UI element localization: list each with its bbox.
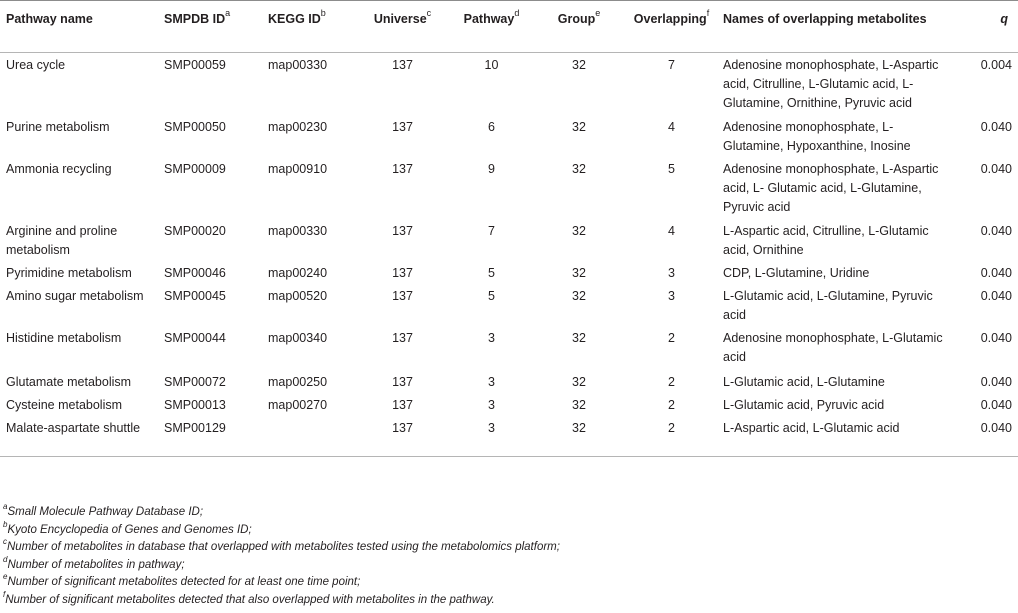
footnote-text: Number of metabolites in database that overlapped with metabolites tested using the metabolomics platform; — [7, 541, 560, 553]
cell-pathway: 3 — [488, 397, 495, 412]
cell-overlapping-metabolites: CDP, L-Glutamine, Uridine — [723, 265, 870, 280]
cell-overlapping-metabolites: Adenosine monophosphate, L-Glutamic acid — [723, 330, 943, 364]
cell-overlapping: 4 — [668, 223, 675, 238]
cell-group: 32 — [572, 374, 586, 389]
cell-group: 32 — [572, 265, 586, 280]
cell-smpdb-id: SMP00009 — [164, 161, 226, 176]
footnote-mark: f — [706, 7, 710, 18]
cell-universe: 137 — [392, 265, 413, 280]
footnote-text: Number of metabolites in pathway; — [7, 558, 185, 571]
cell-pathway: 10 — [484, 58, 499, 72]
cell-smpdb-id: SMP00020 — [164, 223, 226, 238]
cell-q-value: 0.004 — [980, 58, 1012, 72]
cell-overlapping: 3 — [668, 265, 675, 280]
cell-overlapping: 2 — [668, 397, 675, 412]
cell-universe: 137 — [392, 288, 413, 303]
footnote-mark: a — [3, 502, 8, 512]
footnote-text: Small Molecule Pathway Database ID; — [7, 506, 204, 518]
footnote-text: Number of significant metabolites detected that also overlapped with metabolites in the pathway. — [5, 593, 495, 606]
footnote-mark: b — [320, 7, 326, 18]
cell-group: 32 — [572, 288, 586, 303]
cell-pathway: 6 — [488, 119, 495, 134]
footnote-mark: a — [225, 7, 231, 18]
cell-group: 32 — [572, 397, 586, 412]
cell-pathway-name: Malate-aspartate shuttle — [0, 416, 164, 457]
cell-pathway: 9 — [488, 161, 495, 176]
cell-kegg-id: map00520 — [268, 288, 328, 303]
cell-universe: 137 — [360, 416, 445, 457]
cell-pathway: 5 — [488, 288, 495, 303]
cell-q-value: 0.040 — [980, 223, 1012, 238]
cell-overlapping: 4 — [668, 119, 675, 134]
footnote-mark: e — [3, 572, 8, 582]
cell-q-value: 0.040 — [980, 161, 1012, 176]
header-names-of-overlapping-metabolites: Names of overlapping metabolites — [723, 1, 944, 53]
header-pathway-name: Pathway name — [0, 1, 164, 53]
cell-overlapping-metabolites: L-Aspartic acid, Citrulline, L-Glutamic acid, Ornithine — [723, 223, 929, 257]
cell-pathway-name: Pyrimidine metabolism — [6, 265, 132, 280]
cell-pathway-name: Ammonia recycling — [6, 161, 112, 176]
table-row — [0, 261, 1018, 284]
cell-kegg-id: map00250 — [268, 374, 328, 389]
cell-group: 32 — [538, 416, 620, 457]
cell-pathway-name: Urea cycle — [6, 58, 66, 72]
cell-q-value: 0.040 — [980, 330, 1012, 345]
cell-overlapping: 2 — [620, 416, 723, 457]
cell-smpdb-id: SMP00045 — [164, 288, 226, 303]
cell-pathway: 7 — [488, 223, 495, 238]
footnote-line — [3, 554, 560, 575]
table-body — [0, 53, 1018, 457]
footnotes — [3, 504, 560, 609]
cell-kegg-id: map00340 — [268, 330, 328, 345]
cell-overlapping: 5 — [668, 161, 675, 176]
table-row — [0, 326, 1018, 370]
header-pathway: Pathway$^d$ — [445, 1, 538, 53]
cell-kegg-id: map00270 — [268, 397, 328, 412]
cell-overlapping: 2 — [668, 330, 675, 345]
table-row — [0, 370, 1018, 393]
cell-q-value: 0.040 — [980, 288, 1012, 303]
cell-kegg-id: map00330 — [268, 223, 328, 238]
header-smpdb-id: SMPDB $ID^a$ — [164, 1, 268, 53]
cell-pathway-name: Cysteine metabolism — [6, 397, 123, 412]
cell-q-value: 0.040 — [980, 265, 1012, 280]
header-row — [0, 1, 1018, 53]
cell-kegg-id: map00230 — [268, 119, 328, 134]
cell-pathway: 5 — [488, 265, 495, 280]
cell-universe: 137 — [392, 119, 413, 134]
cell-kegg-id: map00240 — [268, 265, 328, 280]
footnote-mark: d — [514, 7, 520, 18]
header-q: q — [944, 1, 1018, 53]
cell-kegg-id: map00330 — [268, 58, 328, 72]
cell-overlapping-metabolites: L-Glutamic acid, L-Glutamine — [723, 374, 885, 389]
footnote-mark: f — [3, 589, 6, 599]
cell-universe: 137 — [392, 223, 413, 238]
cell-overlapping: 2 — [668, 374, 675, 389]
cell-smpdb-id: SMP00072 — [164, 374, 226, 389]
cell-kegg-id — [268, 416, 360, 457]
cell-group: 32 — [572, 223, 586, 238]
footnote-text: Number of significant metabolites detected for at least one time point; — [7, 576, 361, 588]
footnote-mark: c — [3, 537, 7, 547]
cell-overlapping-metabolites: L-Aspartic acid, L-Glutamic acid — [723, 416, 944, 457]
footnote-line — [3, 589, 560, 610]
cell-overlapping-metabolites: L-Glutamic acid, L-Glutamine, Pyruvic acid — [723, 288, 933, 322]
footnote-mark: e — [595, 7, 601, 18]
table-row — [0, 115, 1018, 157]
footnote-mark: d — [3, 554, 8, 564]
cell-pathway: 3 — [445, 416, 538, 457]
cell-smpdb-id: SMP00044 — [164, 330, 226, 345]
cell-universe: 137 — [392, 397, 413, 412]
footnote-mark: c — [426, 7, 432, 18]
cell-pathway-name: Histidine metabolism — [6, 330, 122, 345]
cell-group: 32 — [572, 58, 586, 72]
table-row — [0, 284, 1018, 326]
cell-q-value: 0.040 — [980, 119, 1012, 134]
footnote-mark: b — [3, 519, 8, 529]
header-kegg-id: KEGG $ID^b$ — [268, 1, 360, 53]
footnote-line — [3, 519, 560, 540]
cell-overlapping: 3 — [668, 288, 675, 303]
cell-q-value: 0.040 — [980, 397, 1012, 412]
table-row — [0, 416, 1018, 457]
cell-pathway-name: Glutamate metabolism — [6, 374, 132, 389]
cell-overlapping-metabolites: Adenosine monophosphate, L-Aspartic acid, L- Glutamic acid, L-Glutamine, Pyruvic acid — [723, 161, 939, 214]
footnote-line — [3, 504, 560, 522]
table-row — [0, 53, 1018, 115]
cell-kegg-id: map00910 — [268, 161, 328, 176]
table-row — [0, 219, 1018, 261]
cell-q-value: 0.040 — [980, 374, 1012, 389]
cell-q-value: 0.040 — [944, 416, 1018, 457]
table-row — [0, 393, 1018, 416]
cell-pathway: 3 — [488, 330, 495, 345]
cell-universe: 137 — [392, 374, 413, 389]
table-row — [0, 157, 1018, 219]
header-universe: Universe$^c$ — [360, 1, 445, 53]
header-overlapping: Overlapping$^f$ — [620, 1, 723, 53]
cell-universe: 137 — [392, 161, 413, 176]
cell-overlapping-metabolites: Adenosine monophosphate, L-Aspartic acid, Citrulline, L-Glutamic acid, L-Glutamine, Ornithine, Pyruvic acid — [723, 58, 939, 110]
cell-group: 32 — [572, 119, 586, 134]
cell-smpdb-id: SMP00050 — [164, 119, 226, 134]
cell-pathway-name: Purine metabolism — [6, 119, 110, 134]
cell-pathway-name: Amino sugar metabolism — [6, 288, 144, 303]
cell-universe: 137 — [392, 58, 413, 72]
cell-overlapping-metabolites: L-Glutamic acid, Pyruvic acid — [723, 397, 885, 412]
cell-group: 32 — [572, 330, 586, 345]
cell-smpdb-id: SMP00129 — [164, 416, 268, 457]
cell-pathway: 3 — [488, 374, 495, 389]
footnote-line — [3, 539, 560, 557]
header-group: Group$^e$ — [538, 1, 620, 53]
cell-smpdb-id: SMP00013 — [164, 397, 226, 412]
footnote-text: Kyoto Encyclopedia of Genes and Genomes ID; — [7, 523, 252, 536]
footnote-line — [3, 574, 560, 592]
cell-overlapping-metabolites: Adenosine monophosphate, L-Glutamine, Hypoxanthine, Inosine — [723, 119, 911, 153]
cell-universe: 137 — [392, 330, 413, 345]
cell-overlapping: 7 — [668, 58, 675, 72]
cell-pathway-name: Arginine and proline metabolism — [6, 223, 118, 257]
cell-smpdb-id: SMP00046 — [164, 265, 226, 280]
cell-smpdb-id: SMP00059 — [164, 58, 226, 72]
cell-group: 32 — [572, 161, 586, 176]
